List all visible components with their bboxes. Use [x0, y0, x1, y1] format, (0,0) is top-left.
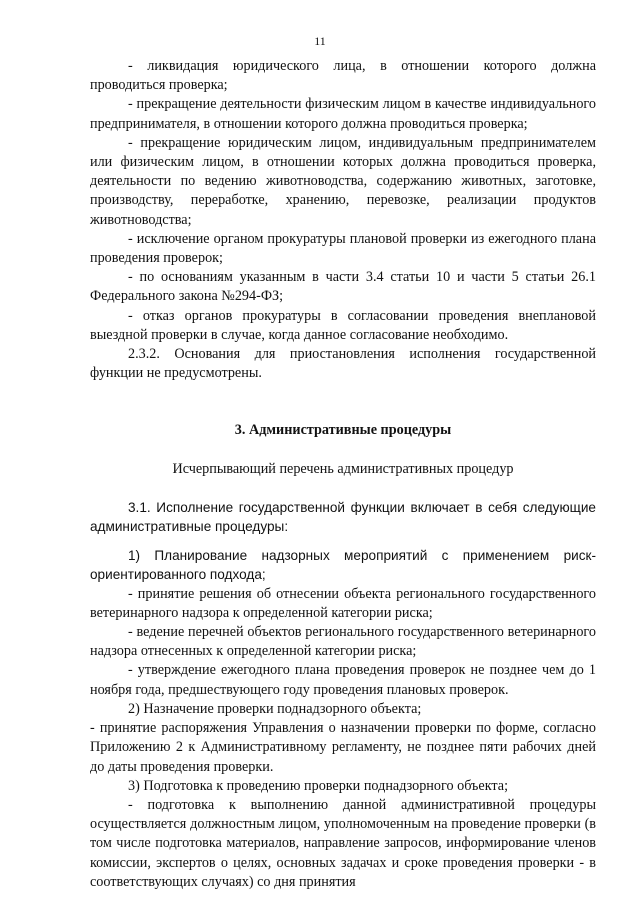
paragraph: - прекращение деятельности физическим лицом в качестве индивидуального предпринимателя, в отношении которого должна проводиться проверка; — [90, 96, 596, 132]
paragraph: - принятие распоряжения Управления о назначении проверки по форме, согласно Приложению 2 к Административному регламенту, не позднее пяти рабочих дней до даты проведения проверки. — [90, 720, 596, 775]
paragraph: 3.1. Исполнение государственной функции включает в себя следующие административные процедуры: — [90, 499, 596, 535]
paragraph: - прекращение юридическим лицом, индивидуальным предпринимателем или физическим лицом, в отношении которых должна проводиться проверка, деятельности по ведению животноводства, содержанию животных, заготовке, производству, переработке, хранению, перевозке, реализации продуктов животноводства; — [90, 134, 596, 228]
paragraph: - утверждение ежегодного плана проведения проверок не позднее чем до 1 ноября года, предшествующего году проведения плановых проверок. — [90, 662, 596, 698]
paragraph: - отказ органов прокуратуры в согласовании проведения внеплановой выездной проверки в случае, когда данное согласование необходимо. — [90, 307, 596, 343]
paragraph: 3) Подготовка к проведению проверки поднадзорного объекта; — [128, 777, 509, 794]
paragraph: 2.3.2. Основания для приостановления исполнения государственной функции не предусмотрены. — [90, 346, 596, 382]
section-subheading: Исчерпывающий перечень административных процедур — [172, 460, 514, 477]
page-number: 11 — [314, 34, 326, 48]
section-heading: 3. Административные процедуры — [234, 422, 452, 439]
paragraph: 1) Планирование надзорных мероприятий с применением риск-ориентированного подхода; — [90, 548, 596, 583]
paragraph: - по основаниям указанным в части 3.4 статьи 10 и части 5 статьи 26.1 Федерального закона №294-ФЗ; — [90, 269, 596, 305]
paragraph: - ведение перечней объектов регионального государственного ветеринарного надзора отнесенных к определенной категории риска; — [90, 624, 596, 660]
paragraph: - подготовка к выполнению данной административной процедуры осуществляется должностным лицом, уполномоченным на проведение проверки (в том числе подготовка материалов, направление запросов, информирование членов комиссии, экспертов о целях, основных задачах и сроке проведения проверки - в соответствующих случаях) со дня принятия — [90, 796, 596, 890]
paragraph: - ликвидация юридического лица, в отношении которого должна проводиться проверка; — [90, 58, 596, 94]
document-body — [90, 57, 596, 892]
paragraph: 2) Назначение проверки поднадзорного объекта; — [128, 700, 422, 717]
paragraph: - исключение органом прокуратуры плановой проверки из ежегодного плана проведения проверок; — [90, 230, 596, 267]
paragraph: - принятие решения об отнесении объекта регионального государственного ветеринарного надзора к определенной категории риска; — [90, 585, 596, 621]
